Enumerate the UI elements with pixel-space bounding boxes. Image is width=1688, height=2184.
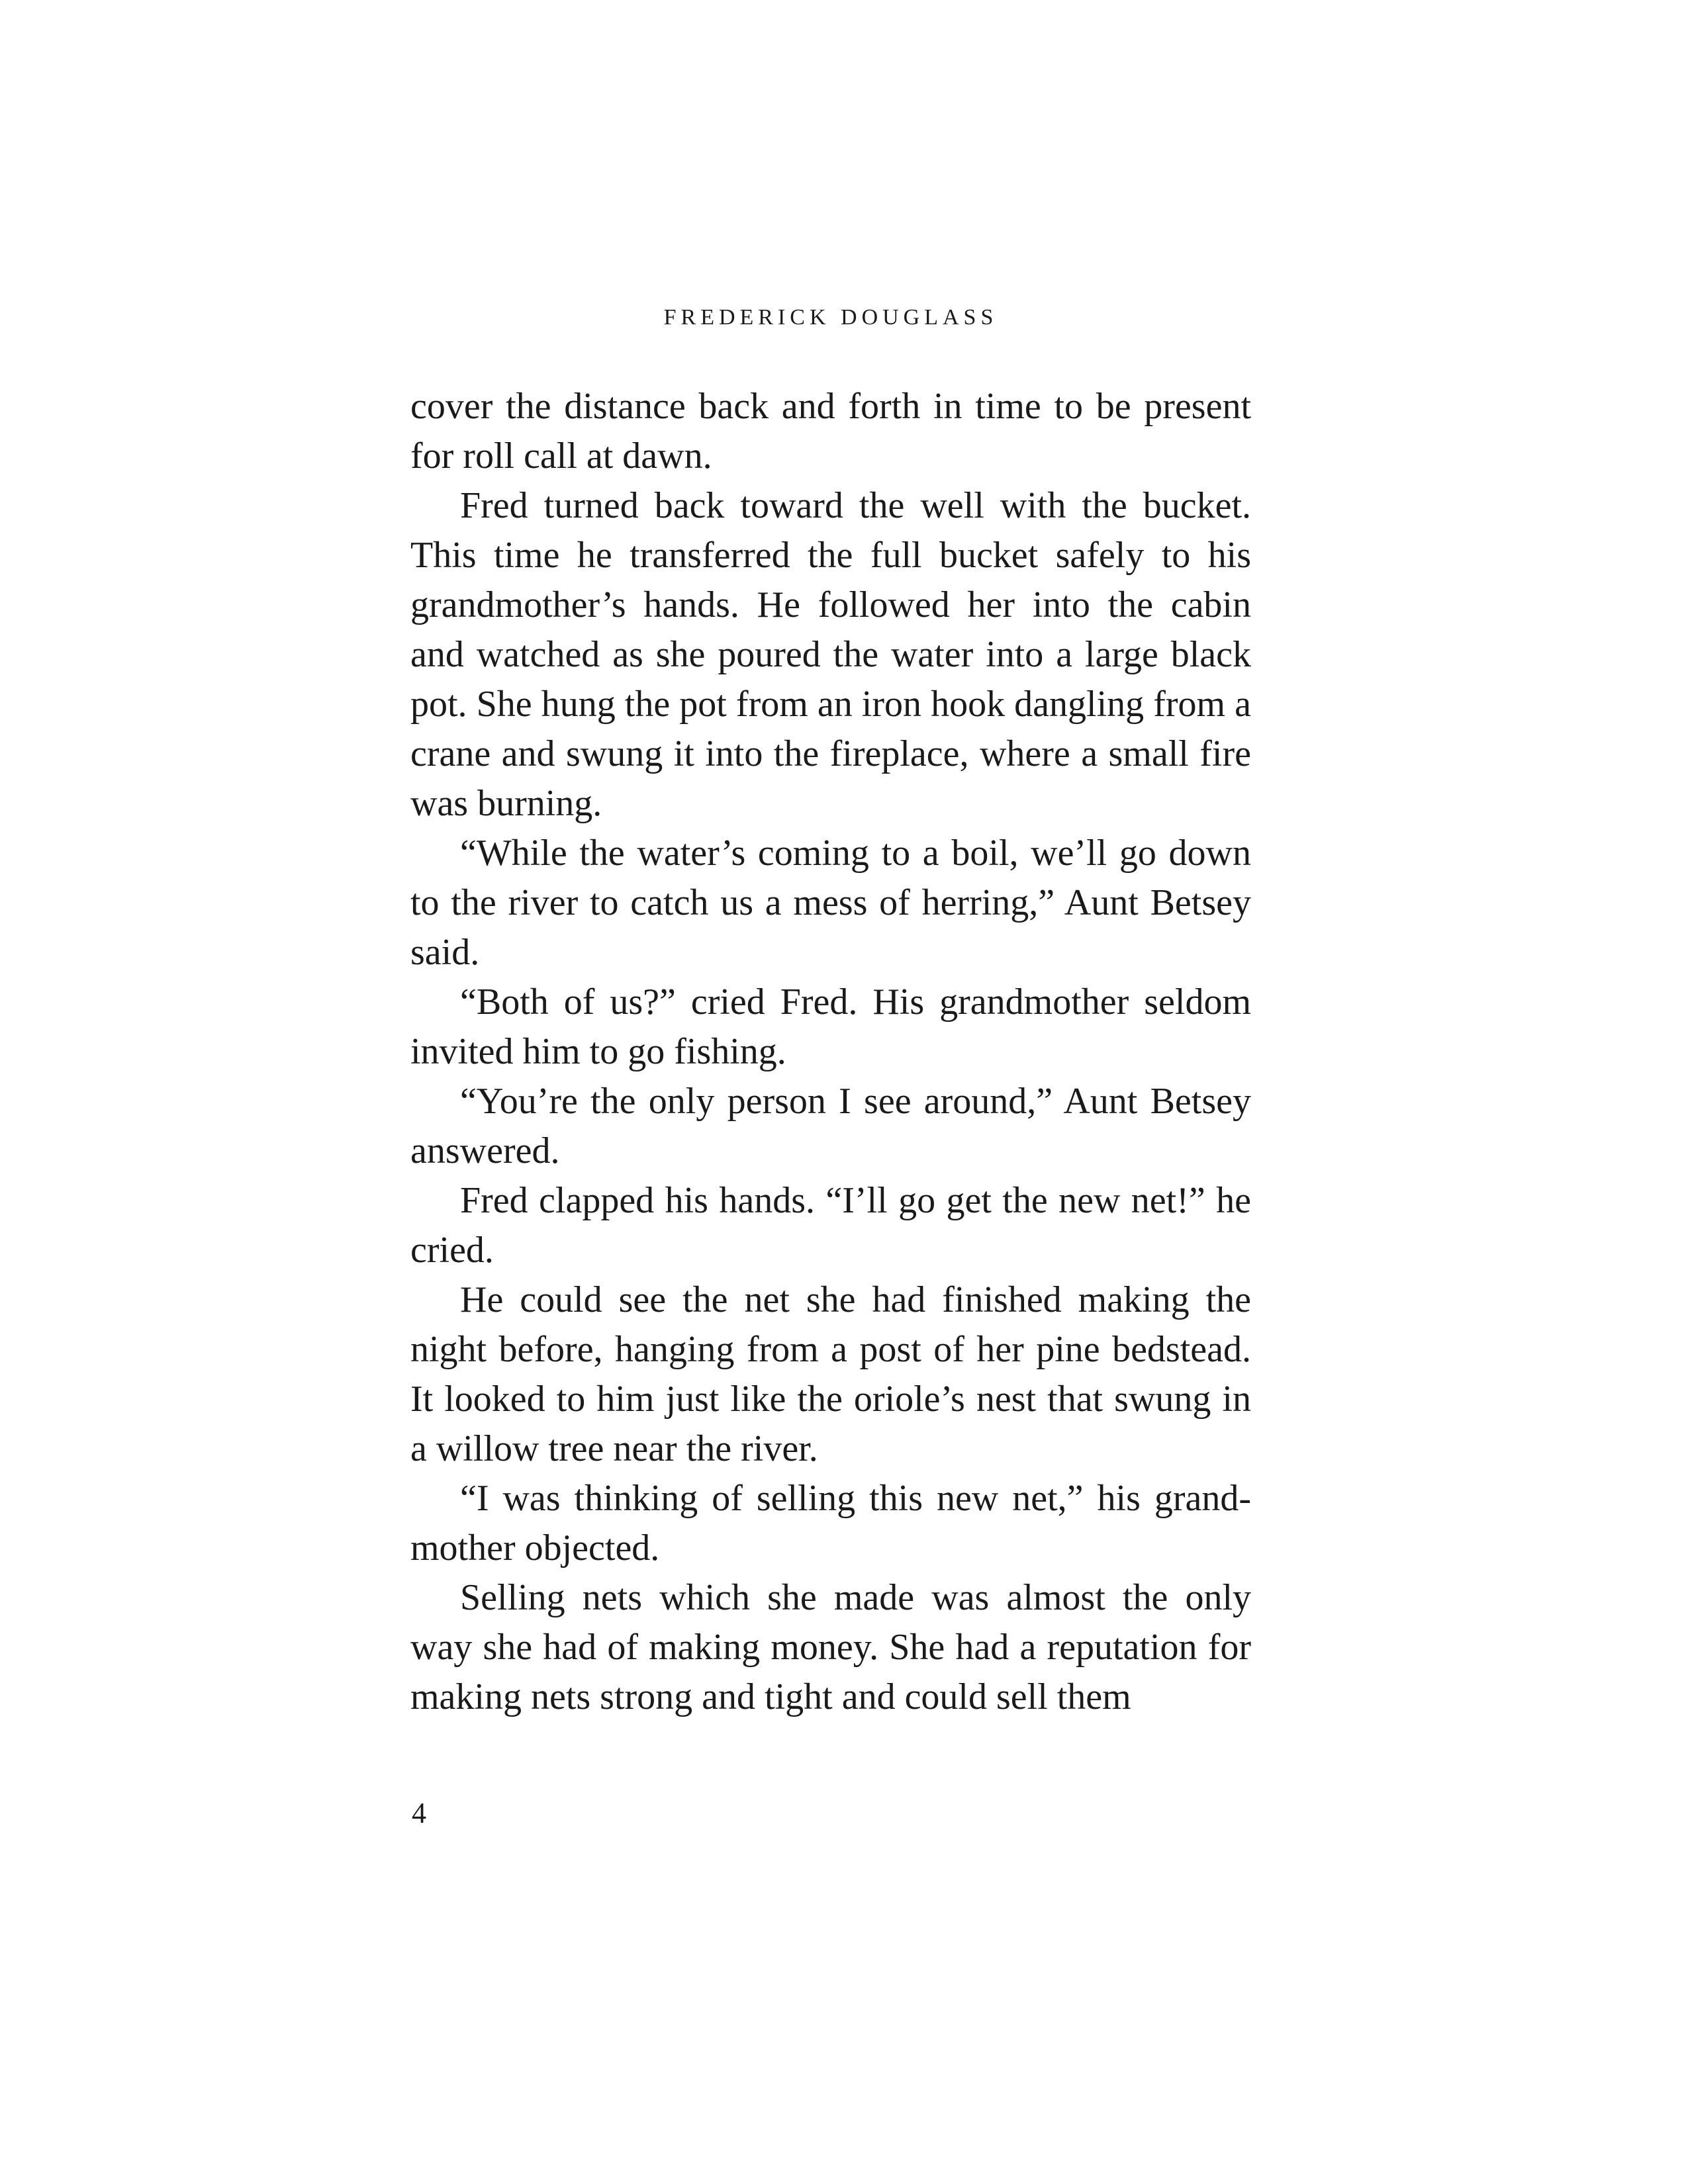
paragraph: “You’re the only person I see around,” Aunt Betsey answered. <box>410 1081 1251 1171</box>
running-head: FREDERICK DOUGLASS <box>663 305 998 330</box>
paragraph: Selling nets which she made was almost the only way she had of making money. She had a reputation for making nets strong and tight and could sell them <box>410 1577 1251 1717</box>
paragraph: “While the water’s coming to a boil, we’ll go down to the river to catch us a mess of herring,” Aunt Betsey said. <box>410 833 1251 973</box>
paragraph: cover the distance back and forth in time to be present for roll call at dawn. <box>410 386 1251 477</box>
paragraph: Fred clapped his hands. “I’ll go get the new net!” he cried. <box>410 1180 1251 1271</box>
body-text <box>410 382 1251 1722</box>
paragraph: He could see the net she had finished making the night before, hanging from a post of her pine bedstead. It looked to him just like the oriole’s nest that swung in a willow tree near the river. <box>410 1279 1251 1469</box>
paragraph: “Both of us?” cried Fred. His grandmother seldom invited him to go fishing. <box>410 981 1251 1072</box>
page-number: 4 <box>412 1797 426 1829</box>
paragraph: Fred turned back toward the well with the bucket. This time he transferred the full bucket safely to his grandmother’s hands. He followed her into the cabin and watched as she poured the water into a large black pot. She hung the pot from an iron hook dangling from a crane and swung it into the fireplace, where a small fire was burning. <box>410 485 1251 824</box>
paragraph: “I was thinking of selling this new net,” his grandmother objected. <box>410 1478 1251 1569</box>
